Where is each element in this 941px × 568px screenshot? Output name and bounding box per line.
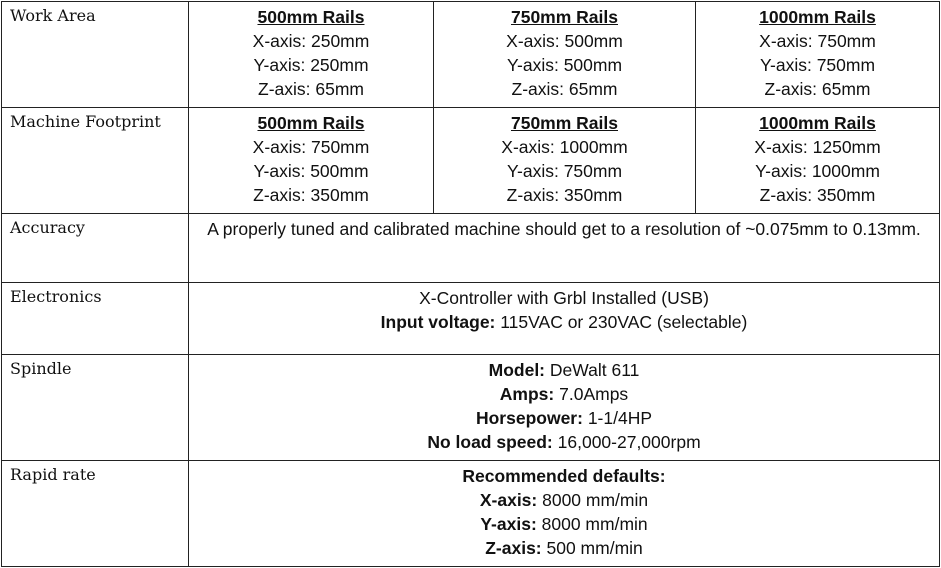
y-axis-value: Y-axis: 500mm	[506, 55, 623, 75]
footprint-500-cell	[189, 108, 434, 214]
y-axis-value: Y-axis: 750mm	[506, 161, 623, 181]
rapid-x-line	[189, 488, 939, 512]
y-axis-value: Y-axis: 500mm	[253, 161, 369, 181]
electronics-cell	[189, 283, 940, 355]
no-load-speed-label: No load speed:	[427, 432, 553, 452]
x-axis-value: X-axis: 500mm	[506, 31, 623, 51]
rapid-rate-cell	[189, 461, 940, 567]
label-spindle: Spindle	[2, 355, 189, 461]
row-rapid-rate	[2, 461, 940, 567]
y-axis-value: Y-axis: 1000mm	[755, 161, 880, 181]
work-area-750-cell	[434, 2, 696, 108]
input-voltage-label: Input voltage:	[380, 312, 496, 332]
model-value: DeWalt 611	[545, 360, 640, 380]
label-rapid-rate: Rapid rate	[2, 461, 189, 567]
spindle-speed-line	[189, 430, 939, 454]
recommended-defaults-text: Recommended defaults:	[462, 466, 666, 486]
rapid-z-label: Z-axis:	[485, 538, 542, 558]
input-voltage-value: 115VAC or 230VAC (selectable)	[495, 312, 748, 332]
rapid-x-label: X-axis:	[479, 490, 538, 510]
rail-header: 500mm Rails	[257, 113, 365, 133]
y-axis-value: Y-axis: 750mm	[759, 55, 876, 75]
rail-header: 1000mm Rails	[759, 7, 876, 27]
rail-header: 500mm Rails	[257, 7, 365, 27]
amps-label: Amps:	[499, 384, 555, 404]
accuracy-text	[189, 214, 940, 283]
spindle-model-line	[189, 358, 939, 382]
work-area-500-cell	[189, 2, 434, 108]
x-axis-value: X-axis: 250mm	[252, 31, 370, 51]
label-work-area: Work Area	[2, 2, 189, 108]
rail-header: 750mm Rails	[510, 113, 618, 133]
footprint-750-cell	[434, 108, 696, 214]
rapid-z-line	[189, 536, 939, 560]
work-area-1000-cell	[696, 2, 940, 108]
input-voltage-line	[189, 310, 939, 334]
recommended-defaults-heading	[189, 464, 939, 488]
amps-value: 7.0Amps	[554, 384, 629, 404]
spindle-hp-line	[189, 406, 939, 430]
no-load-speed-value: 16,000-27,000rpm	[552, 432, 701, 452]
label-electronics: Electronics	[2, 283, 189, 355]
row-machine-footprint	[2, 108, 940, 214]
x-axis-value: X-axis: 750mm	[252, 137, 370, 157]
footprint-1000-cell	[696, 108, 940, 214]
spindle-cell	[189, 355, 940, 461]
row-electronics	[2, 283, 940, 355]
row-work-area	[2, 2, 940, 108]
specifications-table	[1, 1, 940, 567]
row-accuracy	[2, 214, 940, 283]
rapid-y-label: Y-axis:	[480, 514, 537, 534]
z-axis-value: Z-axis: 65mm	[764, 79, 871, 99]
model-label: Model:	[488, 360, 546, 380]
z-axis-value: Z-axis: 65mm	[511, 79, 618, 99]
label-accuracy: Accuracy	[2, 214, 189, 283]
controller-text: X-Controller with Grbl Installed (USB)	[419, 288, 709, 308]
z-axis-value: Z-axis: 350mm	[253, 185, 369, 205]
rail-header: 1000mm Rails	[759, 113, 876, 133]
row-spindle	[2, 355, 940, 461]
y-axis-value: Y-axis: 250mm	[253, 55, 369, 75]
x-axis-value: X-axis: 750mm	[759, 31, 876, 51]
z-axis-value: Z-axis: 65mm	[258, 79, 364, 99]
label-machine-footprint: Machine Footprint	[2, 108, 189, 214]
accuracy-description: A properly tuned and calibrated machine should get to a resolution of ~0.075mm to 0.13mm.	[207, 219, 921, 239]
rapid-x-value: 8000 mm/min	[537, 490, 649, 510]
x-axis-value: X-axis: 1250mm	[754, 137, 881, 157]
x-axis-value: X-axis: 1000mm	[501, 137, 628, 157]
z-axis-value: Z-axis: 350mm	[506, 185, 623, 205]
horsepower-value: 1-1/4HP	[582, 408, 653, 428]
rapid-z-value: 500 mm/min	[541, 538, 643, 558]
rail-header: 750mm Rails	[510, 7, 618, 27]
rapid-y-value: 8000 mm/min	[536, 514, 648, 534]
rapid-y-line	[189, 512, 939, 536]
spindle-amps-line	[189, 382, 939, 406]
horsepower-label: Horsepower:	[475, 408, 583, 428]
z-axis-value: Z-axis: 350mm	[759, 185, 876, 205]
